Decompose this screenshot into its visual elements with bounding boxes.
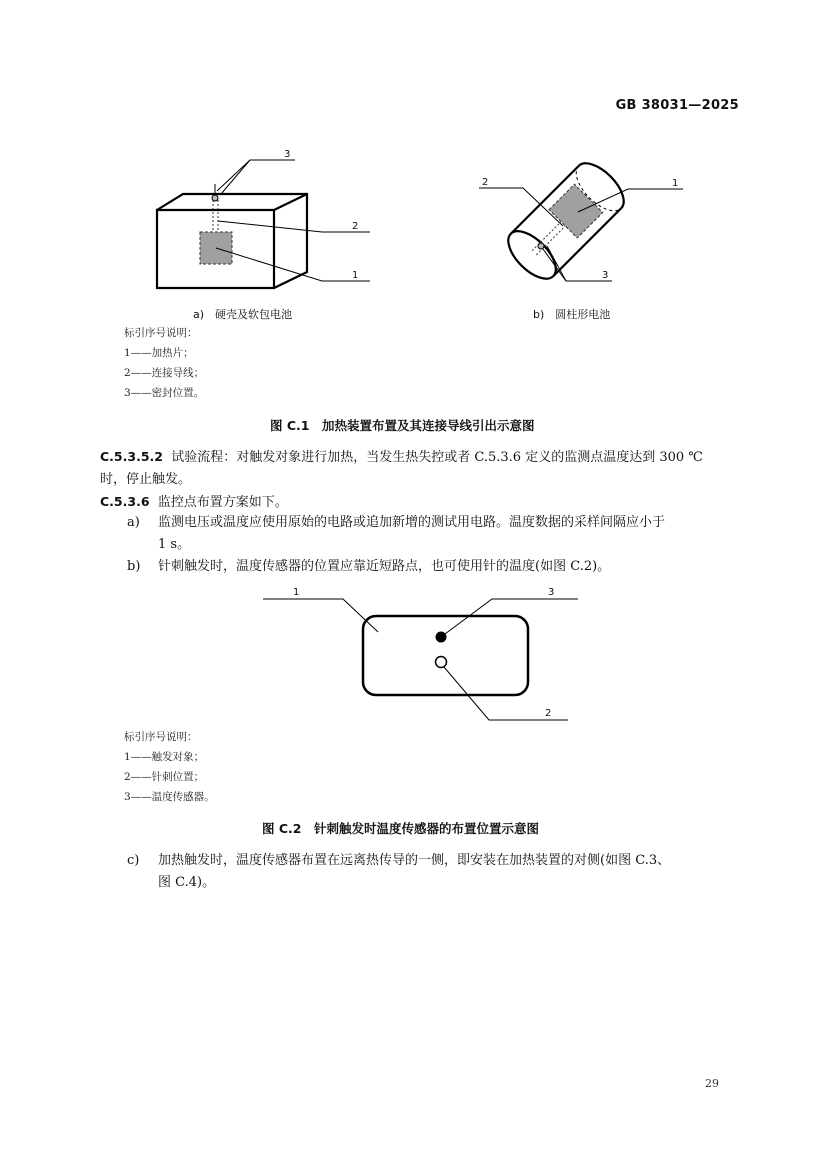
legend-c2 xyxy=(124,727,215,807)
legend-item: 2——针刺位置； xyxy=(124,771,205,783)
clause-text-cont: 时，停止触发。 xyxy=(100,472,192,487)
item-text-cont: 1 s。 xyxy=(158,537,191,552)
item-text: 监测电压或温度应使用原始的电路或追加新增的测试用电路。温度数据的采样间隔应小于 xyxy=(158,515,666,530)
figure-c1a-drawing xyxy=(157,149,370,288)
figure-c1 xyxy=(0,0,827,330)
clause-text: 监控点布置方案如下。 xyxy=(157,495,288,510)
leader-2a xyxy=(218,221,370,232)
callout-3a: 3 xyxy=(284,149,291,160)
legend-item: 2——连接导线； xyxy=(124,367,205,379)
callout-2: 2 xyxy=(545,708,552,719)
item-text-cont: 图 C.4)。 xyxy=(158,875,216,890)
needle-position-dot xyxy=(436,657,447,668)
callout-1b: 1 xyxy=(672,178,679,189)
temperature-sensor-dot xyxy=(436,632,447,643)
legend-item: 3——密封位置。 xyxy=(124,387,205,399)
callout-3b: 3 xyxy=(602,270,609,281)
seal-point-a xyxy=(212,195,218,201)
list-items-ab xyxy=(127,512,747,578)
clause-number: C.5.3.5.2 xyxy=(100,449,163,464)
leader-1 xyxy=(263,599,378,632)
legend-title: 标引序号说明： xyxy=(124,327,198,339)
heater-plate-b xyxy=(549,184,603,238)
legend-c1 xyxy=(124,323,204,403)
caption-c1: 图 C.1 加热装置布置及其连接导线引出示意图 xyxy=(270,418,535,433)
callout-1: 1 xyxy=(293,587,300,598)
item-label: c) xyxy=(127,853,140,868)
clause-text: 试验流程：对触发对象进行加热，当发生热失控或者 C.5.3.6 定义的监测点温度达到 300 ℃ xyxy=(171,450,703,465)
clause-c5352 xyxy=(100,446,745,514)
item-text: 针刺触发时，温度传感器的位置应靠近短路点，也可使用针的温度(如图 C.2)。 xyxy=(158,559,611,574)
callout-2a: 2 xyxy=(352,221,359,232)
subcaption-a: a) 硬壳及软包电池 xyxy=(193,308,293,321)
clause-number: C.5.3.6 xyxy=(100,494,150,509)
callout-1a: 1 xyxy=(352,270,359,281)
legend-title: 标引序号说明： xyxy=(124,731,198,743)
leader-3a xyxy=(217,160,295,191)
subcaption-b: b) 圆柱形电池 xyxy=(533,308,611,321)
standard-number: GB 38031—2025 xyxy=(615,98,739,113)
seal-point-b xyxy=(538,243,544,249)
legend-item: 1——触发对象； xyxy=(124,751,205,763)
callout-2b: 2 xyxy=(482,177,489,188)
item-label: a) xyxy=(127,515,140,530)
page-number: 29 xyxy=(705,1077,719,1090)
caption-c2: 图 C.2 针刺触发时温度传感器的布置位置示意图 xyxy=(262,821,539,836)
leader-1a xyxy=(216,248,370,281)
list-item-c xyxy=(127,850,752,894)
figure-c2 xyxy=(0,585,827,725)
trigger-object xyxy=(363,616,528,695)
legend-item: 1——加热片； xyxy=(124,347,194,359)
item-label: b) xyxy=(127,559,141,574)
cylinder-end-left xyxy=(500,223,564,287)
item-text: 加热触发时，温度传感器布置在远离热传导的一侧，即安装在加热装置的对侧(如图 C.3、 xyxy=(158,853,671,868)
legend-item: 3——温度传感器。 xyxy=(124,791,215,803)
figure-c1b-drawing xyxy=(479,154,683,288)
callout-3: 3 xyxy=(548,587,555,598)
